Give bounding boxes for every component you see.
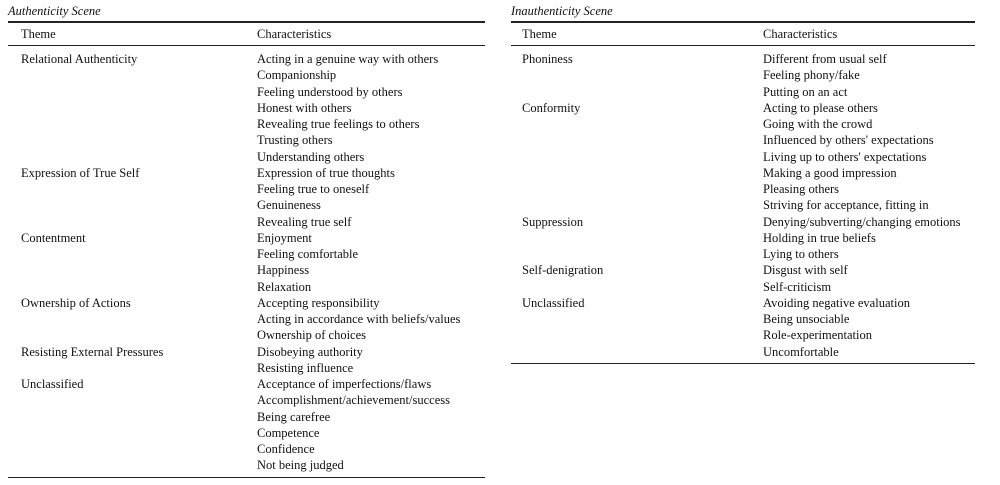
characteristic-item: Striving for acceptance, fitting in (763, 198, 929, 213)
characteristic-item: Competence (257, 425, 320, 440)
characteristics-header: Characteristics (257, 26, 332, 41)
theme-cell: Relational Authenticity (21, 52, 138, 66)
characteristics-list (763, 214, 975, 263)
characteristic-item: Honest with others (257, 100, 352, 115)
characteristic-item: Feeling understood by others (257, 84, 403, 99)
characteristic-item: Going with the crowd (763, 117, 873, 131)
authenticity-title: Authenticity Scene (8, 4, 101, 18)
characteristic-item: Feeling true to oneself (257, 182, 370, 196)
characteristics-list (257, 295, 485, 344)
characteristic-item: Revealing true feelings to others (257, 117, 420, 131)
characteristic-item: Relaxation (257, 279, 312, 294)
characteristic-item: Avoiding negative evaluation (763, 295, 910, 310)
characteristic-item: Confidence (257, 442, 315, 456)
characteristic-item: Resisting influence (257, 360, 354, 375)
theme-cell: Ownership of Actions (21, 295, 131, 310)
theme-group (511, 51, 975, 100)
theme-group (8, 230, 485, 295)
characteristic-item: Holding in true beliefs (763, 230, 876, 245)
header-row (511, 23, 975, 45)
characteristic-item: Happiness (257, 263, 310, 278)
theme-group (8, 376, 485, 474)
characteristic-item: Disgust with self (763, 263, 848, 278)
theme-cell: Unclassified (522, 295, 585, 310)
inauthenticity-table (511, 0, 975, 364)
theme-cell: Phoniness (522, 52, 573, 66)
characteristic-item: Living up to others' expectations (763, 149, 927, 164)
table-bottom-rule (511, 363, 975, 364)
characteristic-item: Enjoyment (257, 230, 312, 245)
theme-cell: Unclassified (21, 377, 84, 391)
table-body (8, 46, 485, 477)
characteristic-item: Different from usual self (763, 52, 887, 66)
theme-cell: Expression of True Self (21, 165, 140, 180)
theme-cell: Suppression (522, 214, 584, 229)
characteristic-item: Expression of true thoughts (257, 165, 395, 180)
characteristic-item: Feeling comfortable (257, 247, 359, 261)
characteristic-item: Being carefree (257, 409, 331, 424)
theme-group (8, 51, 485, 165)
theme-header: Theme (21, 26, 56, 41)
characteristics-list (763, 295, 975, 360)
characteristic-item: Revealing true self (257, 214, 352, 229)
theme-cell: Self-denigration (522, 263, 604, 278)
theme-group (511, 295, 975, 360)
characteristic-item: Trusting others (257, 133, 333, 148)
theme-header: Theme (522, 26, 557, 41)
characteristic-item: Self-criticism (763, 279, 832, 294)
theme-group (8, 165, 485, 230)
theme-group (511, 262, 975, 295)
characteristics-list (257, 51, 485, 165)
characteristic-item: Influenced by others' expectations (763, 133, 934, 148)
inauthenticity-title: Inauthenticity Scene (511, 4, 613, 18)
theme-cell: Conformity (522, 100, 581, 115)
characteristics-list (257, 165, 485, 230)
characteristic-item: Not being judged (257, 458, 344, 473)
characteristics-list (763, 262, 975, 295)
header-row (8, 23, 485, 45)
characteristic-item: Accomplishment/achievement/success (257, 393, 450, 408)
characteristics-list (763, 51, 975, 100)
theme-group (511, 100, 975, 214)
characteristics-list (257, 230, 485, 295)
characteristics-list (257, 344, 485, 377)
characteristic-item: Feeling phony/fake (763, 68, 860, 83)
authenticity-table (8, 0, 485, 478)
characteristic-item: Acting in a genuine way with others (257, 52, 439, 66)
characteristic-item: Acting to please others (763, 100, 878, 115)
characteristic-item: Companionship (257, 68, 337, 83)
characteristics-list (763, 100, 975, 214)
theme-group (8, 344, 485, 377)
characteristic-item: Putting on an act (763, 84, 848, 99)
characteristic-item: Acceptance of imperfections/flaws (257, 377, 432, 391)
characteristics-header: Characteristics (763, 26, 838, 41)
characteristic-item: Uncomfortable (763, 344, 839, 359)
characteristic-item: Role-experimentation (763, 328, 872, 343)
characteristics-list (257, 376, 485, 474)
table-bottom-rule (8, 477, 485, 478)
characteristic-item: Disobeying authority (257, 344, 363, 359)
characteristic-item: Understanding others (257, 149, 365, 164)
table-body (511, 46, 975, 363)
theme-group (8, 295, 485, 344)
theme-cell: Resisting External Pressures (21, 344, 164, 359)
characteristic-item: Lying to others (763, 247, 839, 261)
characteristic-item: Denying/subverting/changing emotions (763, 214, 961, 229)
characteristic-item: Making a good impression (763, 165, 897, 180)
characteristic-item: Accepting responsibility (257, 295, 380, 310)
theme-group (511, 214, 975, 263)
characteristic-item: Acting in accordance with beliefs/values (257, 312, 461, 326)
characteristic-item: Pleasing others (763, 182, 840, 196)
characteristic-item: Genuineness (257, 198, 321, 213)
characteristic-item: Ownership of choices (257, 328, 366, 343)
characteristic-item: Being unsociable (763, 312, 850, 326)
theme-cell: Contentment (21, 230, 86, 245)
